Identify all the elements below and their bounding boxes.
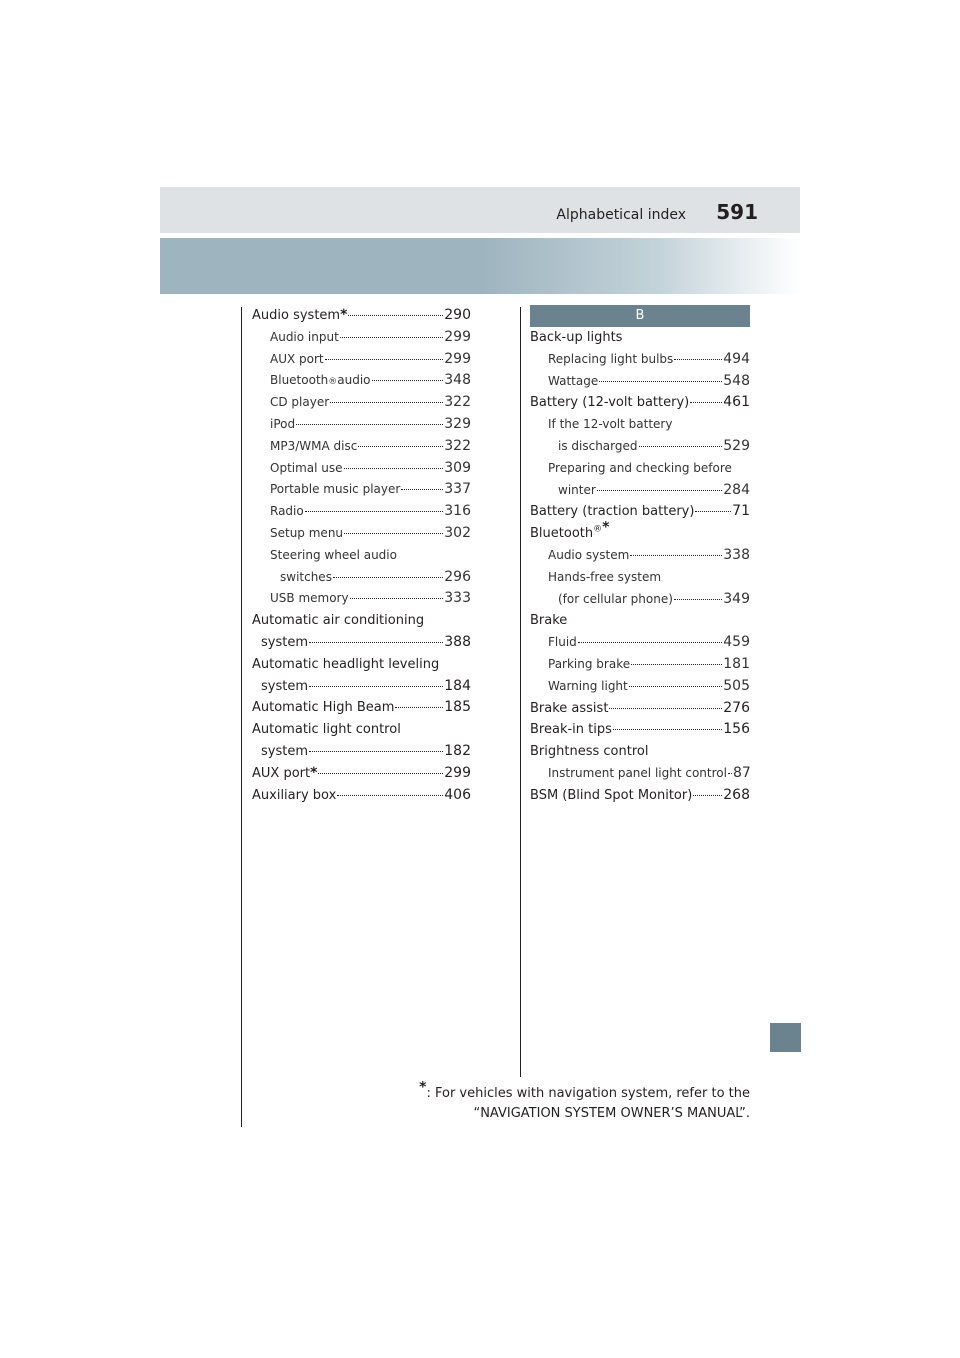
left-rule [241, 307, 242, 1127]
entry-term: Automatic headlight leveling [252, 656, 440, 672]
entry-term: Automatic High Beam [252, 700, 395, 716]
entry-term: Auxiliary box [252, 787, 337, 803]
footnote-line1: : For vehicles with navigation system, refer to the [426, 1086, 750, 1101]
entry-term: Automatic light control [252, 722, 401, 738]
entry-page: 87 [732, 764, 751, 781]
entry-term: Break-in tips [530, 722, 612, 738]
entry-term: If the 12-volt battery [548, 417, 673, 432]
index-entry[interactable] [252, 501, 471, 523]
entry-page: 309 [444, 459, 471, 476]
entry-page: 302 [444, 524, 471, 541]
dot-leader [325, 359, 444, 360]
index-entry[interactable] [252, 697, 471, 719]
index-entry[interactable] [252, 741, 471, 763]
entry-page: 338 [723, 546, 750, 563]
entry-term-suffix: audio [337, 373, 371, 388]
entry-term: system [261, 634, 308, 650]
dot-leader [333, 577, 443, 578]
index-entry[interactable] [530, 545, 750, 567]
entry-term: Replacing light bulbs [548, 351, 674, 366]
index-entry[interactable] [530, 480, 750, 502]
dot-leader [348, 315, 443, 316]
index-entry[interactable] [530, 371, 750, 393]
dot-leader [358, 446, 443, 447]
entry-term: Brake assist [530, 700, 609, 716]
dot-leader [305, 511, 444, 512]
dot-leader [309, 686, 443, 687]
entry-term: Optimal use [270, 460, 343, 475]
index-heading[interactable] [252, 654, 471, 676]
index-entry[interactable] [530, 719, 750, 741]
entry-term: Audio input [270, 329, 339, 344]
entry-page: 406 [444, 786, 471, 803]
entry-page: 182 [444, 742, 471, 759]
dot-leader [330, 402, 443, 403]
center-rule [520, 307, 521, 1077]
index-entry[interactable] [530, 763, 750, 785]
entry-term: Preparing and checking before [548, 460, 732, 475]
entry-term: Parking brake [548, 656, 631, 671]
registered-mark: ® [593, 524, 603, 535]
entry-term: switches [280, 569, 332, 584]
index-heading[interactable] [252, 610, 471, 632]
entry-term: Battery (12-volt battery) [530, 395, 690, 411]
entry-page: 156 [723, 721, 750, 738]
entry-page: 459 [723, 634, 750, 651]
entry-page: 296 [444, 568, 471, 585]
entry-term: Audio system [252, 308, 341, 323]
dot-leader [318, 773, 443, 774]
header-title: Alphabetical index [556, 207, 686, 223]
dot-leader [630, 555, 722, 556]
index-entry[interactable]: AUX port * 299 [252, 763, 471, 785]
entry-term: Automatic air conditioning [252, 613, 425, 629]
index-entry[interactable] [252, 785, 471, 807]
dot-leader [597, 490, 722, 491]
dot-leader [340, 337, 443, 338]
index-entry[interactable] [252, 392, 471, 414]
entry-page: 348 [444, 372, 471, 389]
entry-term: Back-up lights [530, 330, 623, 345]
entry-term: BSM (Blind Spot Monitor) [530, 787, 693, 803]
dot-leader [693, 795, 722, 796]
entry-term: Hands-free system [548, 569, 662, 584]
section-letter-b: B [530, 305, 750, 327]
footnote [350, 1079, 750, 1124]
dot-leader [344, 533, 443, 534]
page-header [160, 187, 800, 233]
dot-leader [344, 468, 444, 469]
dot-leader [395, 707, 443, 708]
entry-term: AUX port [252, 765, 311, 781]
index-entry[interactable] [530, 654, 750, 676]
entry-page: 299 [444, 764, 471, 781]
dot-leader [372, 380, 444, 381]
entry-term: Wattage [548, 373, 599, 388]
index-heading[interactable] [252, 545, 471, 567]
section-tab[interactable] [770, 1023, 801, 1052]
index-entry[interactable] [252, 436, 471, 458]
index-heading[interactable] [530, 610, 750, 632]
index-entry[interactable] [530, 501, 750, 523]
entry-page: 461 [723, 394, 750, 411]
dot-leader [609, 708, 722, 709]
dot-leader [599, 381, 722, 382]
entry-term: Battery (traction battery) [530, 504, 695, 520]
dot-leader [674, 599, 722, 600]
index-entry[interactable] [252, 676, 471, 698]
entry-page: 349 [723, 590, 750, 607]
footnote-line2: “NAVIGATION SYSTEM OWNER’S MANUAL”. [473, 1106, 750, 1121]
index-entry[interactable] [252, 479, 471, 501]
index-heading[interactable] [530, 741, 750, 763]
index-entry[interactable]: Audio system * 290 [252, 305, 471, 327]
dot-leader [674, 359, 722, 360]
entry-page: 290 [444, 307, 471, 323]
dot-leader [613, 729, 722, 730]
entry-term: Warning light [548, 678, 628, 693]
index-entry[interactable] [252, 349, 471, 371]
entry-page: 284 [723, 481, 750, 498]
entry-page: 494 [723, 350, 750, 367]
entry-term: CD player [270, 395, 330, 410]
index-entry[interactable] [530, 589, 750, 611]
dot-leader [578, 642, 722, 643]
index-entry[interactable] [530, 349, 750, 371]
entry-term: winter [558, 482, 596, 497]
dot-leader [631, 664, 722, 665]
index-entry[interactable] [530, 632, 750, 654]
entry-term: system [261, 678, 308, 694]
entry-page: 322 [444, 437, 471, 454]
entry-page: 184 [444, 677, 471, 694]
entry-page: 185 [444, 699, 471, 716]
entry-page: 505 [723, 677, 750, 694]
entry-page: 276 [723, 699, 750, 716]
entry-page: 388 [444, 633, 471, 650]
index-entry[interactable]: Bluetooth ® audio 348 [252, 370, 471, 392]
dot-leader [296, 424, 443, 425]
dot-leader [309, 642, 443, 643]
index-heading[interactable] [530, 414, 750, 436]
entry-term: Brake [530, 613, 568, 629]
index-entry[interactable] [252, 632, 471, 654]
entry-term: Instrument panel light control [548, 765, 727, 780]
index-entry[interactable] [252, 414, 471, 436]
entry-term: Bluetooth [270, 373, 329, 388]
entry-page: 548 [723, 372, 750, 389]
entry-term: MP3/WMA disc [270, 438, 358, 453]
entry-term: Radio [270, 504, 304, 519]
dot-leader [337, 795, 443, 796]
footnote-star: * [419, 1079, 427, 1096]
entry-page: 322 [444, 394, 471, 411]
dot-leader [639, 446, 723, 447]
index-entry[interactable] [530, 676, 750, 698]
entry-term: Brightness control [530, 744, 649, 760]
dot-leader [401, 489, 443, 490]
entry-term: Setup menu [270, 525, 344, 540]
index-entry[interactable] [530, 698, 750, 720]
dot-leader [350, 598, 444, 599]
entry-term: Bluetooth [530, 526, 594, 542]
entry-term: system [261, 743, 308, 759]
index-entry[interactable] [530, 436, 750, 458]
entry-term: Fluid [548, 635, 577, 650]
page-number: 591 [716, 200, 758, 224]
entry-page: 329 [444, 415, 471, 432]
index-heading[interactable] [530, 519, 750, 545]
index-entry[interactable] [252, 458, 471, 480]
index-entry[interactable] [252, 588, 471, 610]
index-entry[interactable] [252, 523, 471, 545]
entry-page: 71 [732, 503, 750, 520]
entry-page: 529 [723, 437, 750, 454]
entry-term: AUX port [270, 351, 324, 366]
dot-leader [728, 773, 732, 774]
index-entry[interactable] [530, 392, 750, 414]
index-column-left [252, 305, 471, 806]
index-entry[interactable] [252, 327, 471, 349]
entry-page: 299 [444, 328, 471, 345]
dot-leader [629, 686, 723, 687]
entry-term: is discharged [558, 438, 638, 453]
index-heading[interactable] [530, 567, 750, 589]
footnote-star: * [602, 519, 610, 536]
dot-leader [309, 751, 443, 752]
entry-term: USB memory [270, 591, 349, 606]
entry-page: 268 [723, 786, 750, 803]
index-heading[interactable] [530, 458, 750, 480]
entry-term: iPod [270, 416, 296, 431]
entry-term: Audio system [548, 547, 630, 562]
index-heading[interactable] [252, 719, 471, 741]
entry-term: Portable music player [270, 482, 401, 497]
index-entry[interactable] [252, 567, 471, 589]
dot-leader [690, 402, 722, 403]
index-entry[interactable] [530, 785, 750, 807]
index-heading[interactable] [530, 327, 750, 349]
dot-leader [695, 511, 731, 512]
entry-page: 316 [444, 503, 471, 520]
index-column-right [530, 305, 750, 807]
entry-page: 333 [444, 590, 471, 607]
entry-term: (for cellular phone) [558, 591, 673, 606]
entry-page: 337 [444, 481, 471, 498]
header-band [160, 238, 800, 294]
entry-page: 181 [723, 655, 750, 672]
entry-page: 299 [444, 350, 471, 367]
entry-term: Steering wheel audio [270, 547, 397, 562]
